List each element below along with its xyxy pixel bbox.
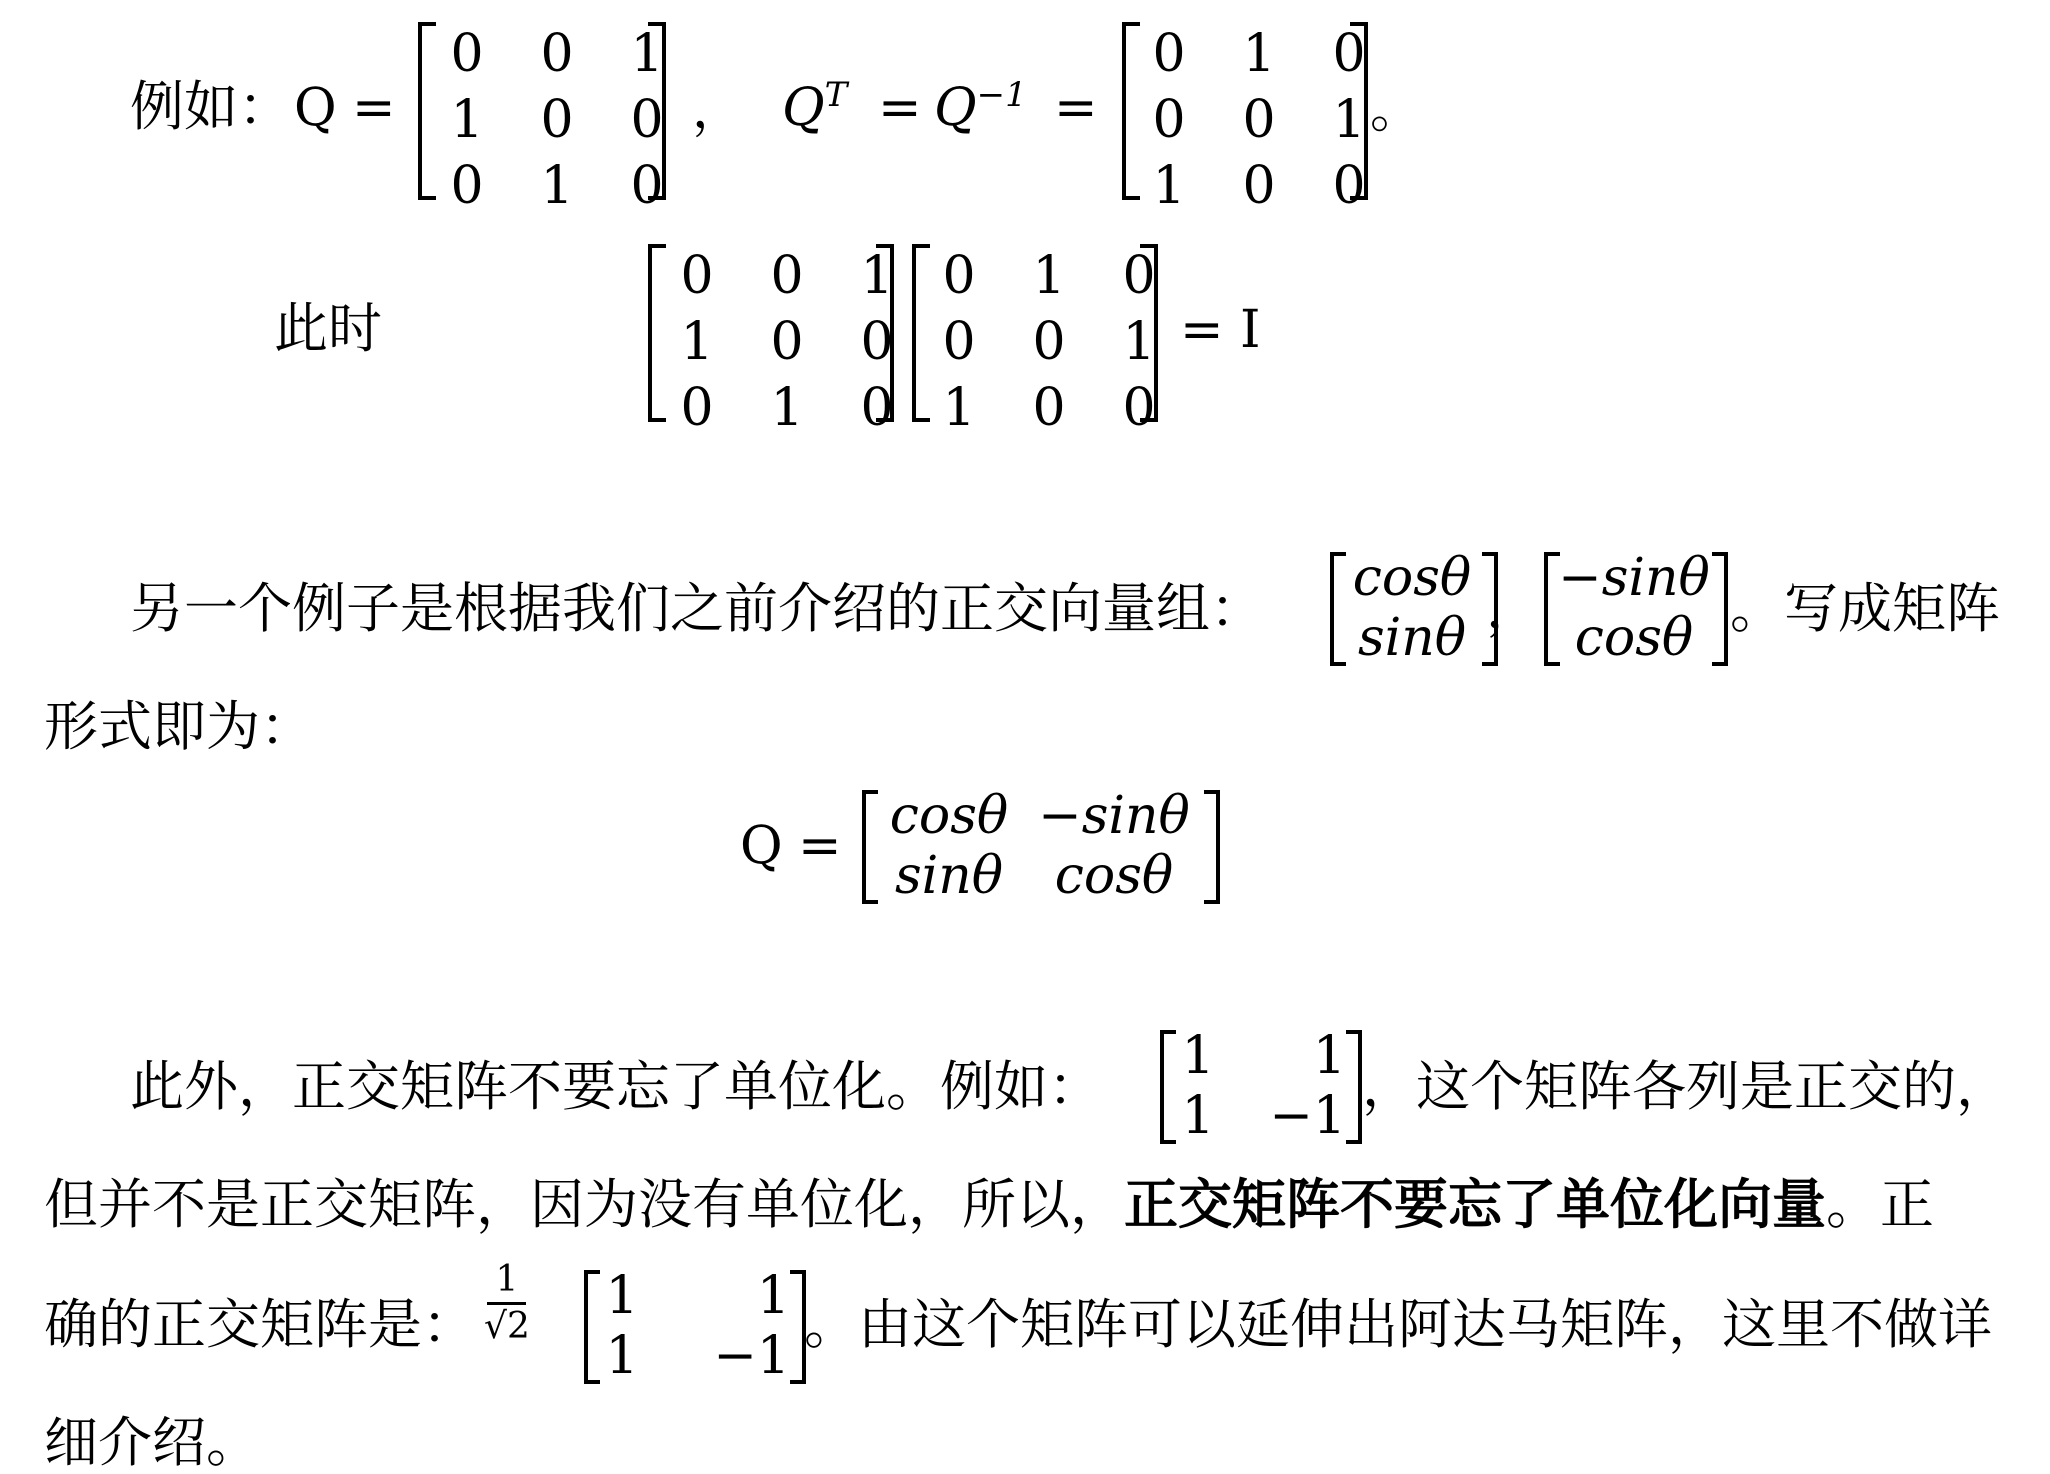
rotation-matrix <box>874 786 1204 906</box>
matrix-cell: 0 <box>1152 90 1186 150</box>
vector-cos-sin <box>1342 548 1482 668</box>
paragraph-text: 细介绍。 <box>44 1411 260 1474</box>
matrix-cell: 0 <box>1332 156 1366 216</box>
matrix-cell: 0 <box>450 156 484 216</box>
matrix-cell: 1 <box>1032 246 1066 306</box>
paragraph-text: 另一个例子是根据我们之前介绍的正交向量组： <box>130 577 1264 640</box>
matrix-cell: 0 <box>1032 378 1066 438</box>
paragraph-text: 。由这个矩阵可以延伸出阿达马矩阵，这里不做详 <box>804 1293 1992 1356</box>
paragraph-text: 形式即为： <box>44 695 314 758</box>
matrix-q-transpose <box>924 246 1174 438</box>
matrix-cell: 0 <box>860 312 894 372</box>
bracket-right <box>1204 790 1220 904</box>
equals-sign: = <box>1180 300 1224 360</box>
matrix-cell: 1 <box>1312 1026 1346 1086</box>
bracket-right <box>1712 552 1728 666</box>
bracket-right <box>1140 244 1158 422</box>
matrix-cell: 0 <box>770 312 804 372</box>
matrix-cell: 0 <box>1242 90 1276 150</box>
bracket-right <box>1346 1030 1362 1144</box>
matrix-cell: 1 <box>1242 24 1276 84</box>
vector-cell: cosθ <box>1352 548 1472 608</box>
equals-sign: = <box>1054 78 1098 138</box>
fraction-one-over-root-two <box>484 1259 530 1347</box>
q-symbol: Q <box>294 78 337 138</box>
matrix-cell: 0 <box>770 246 804 306</box>
paragraph-text: 此外，正交矩阵不要忘了单位化。例如： <box>130 1055 1102 1118</box>
matrix-cell: 1 <box>605 1266 639 1326</box>
bracket-right <box>648 22 666 200</box>
matrix-cell: 1 <box>1181 1026 1215 1086</box>
matrix-cell: 0 <box>630 156 664 216</box>
matrix-cell: 1 <box>1181 1086 1215 1146</box>
matrix-cell: 0 <box>1152 24 1186 84</box>
vector-cell: cosθ <box>1574 608 1694 668</box>
matrix-cell: 1 <box>605 1326 639 1386</box>
matrix-cell: 0 <box>1032 312 1066 372</box>
matrix-q <box>662 246 912 438</box>
matrix-cell: 1 <box>1152 156 1186 216</box>
fraction-numerator: 1 <box>487 1262 526 1305</box>
matrix-cell: 0 <box>1122 378 1156 438</box>
paragraph-text: ，这个矩阵各列是正交的， <box>1362 1055 2010 1118</box>
matrix-cell: 1 <box>1332 90 1366 150</box>
matrix-cell: 0 <box>942 312 976 372</box>
matrix-cell: 0 <box>1122 246 1156 306</box>
matrix-cell: 1 <box>630 24 664 84</box>
bracket-right <box>876 244 894 422</box>
matrix-cell: −1 <box>1269 1086 1346 1146</box>
matrix-cell: cosθ <box>1054 846 1174 906</box>
equals-sign: = <box>798 816 842 876</box>
matrix-cell: 1 <box>450 90 484 150</box>
label-example: 例如： <box>130 75 292 138</box>
transpose-matrix <box>1134 24 1384 216</box>
comma: ， <box>1486 577 1540 640</box>
matrix-cell: 1 <box>540 156 574 216</box>
vector-cell: −sinθ <box>1558 548 1710 608</box>
matrix-cell: 0 <box>942 246 976 306</box>
paragraph-text: 确的正交矩阵是： <box>44 1293 476 1356</box>
identity-symbol: I <box>1240 300 1261 360</box>
matrix-cell: −sinθ <box>1038 786 1190 846</box>
matrix-cell: 1 <box>942 378 976 438</box>
matrix-cell: 0 <box>860 378 894 438</box>
q-inverse: $Q^{-1}$ <box>934 75 1027 138</box>
comma: ， <box>692 80 745 140</box>
vector-cell: sinθ <box>1357 608 1467 668</box>
matrix-cell: cosθ <box>889 786 1009 846</box>
matrix-cell: 1 <box>860 246 894 306</box>
matrix-cell: 0 <box>1242 156 1276 216</box>
fraction-denominator: √2 <box>484 1306 530 1347</box>
permutation-matrix-q <box>432 24 682 216</box>
matrix-cell: 1 <box>756 1266 790 1326</box>
matrix-cell: 0 <box>450 24 484 84</box>
matrix-cell: 0 <box>1332 24 1366 84</box>
bracket-right <box>1350 22 1368 200</box>
q-symbol: Q <box>740 816 783 876</box>
equals-sign: = <box>878 78 922 138</box>
label-at-this-time: 此时 <box>274 297 382 360</box>
unnormalized-matrix <box>1170 1026 1346 1146</box>
paragraph-text: 。写成矩阵 <box>1730 577 2000 640</box>
matrix-cell: sinθ <box>894 846 1004 906</box>
emphasis-text: 正交矩阵不要忘了单位化向量 <box>1124 1173 1826 1236</box>
matrix-cell: 1 <box>680 312 714 372</box>
period: 。 <box>1370 80 1423 140</box>
matrix-cell: −1 <box>713 1326 790 1386</box>
paragraph-text: 但并不是正交矩阵，因为没有单位化，所以，正交矩阵不要忘了单位化向量。正 <box>44 1173 1934 1236</box>
equals-sign: = <box>352 78 396 138</box>
vector-neg-sin-cos <box>1556 548 1712 668</box>
matrix-cell: 0 <box>680 246 714 306</box>
matrix-cell: 1 <box>1122 312 1156 372</box>
matrix-cell: 0 <box>630 90 664 150</box>
matrix-cell: 0 <box>540 90 574 150</box>
normalized-matrix <box>594 1266 790 1386</box>
matrix-cell: 0 <box>680 378 714 438</box>
matrix-cell: 1 <box>770 378 804 438</box>
q-transpose: $Q^T$ <box>782 75 848 138</box>
matrix-cell: 0 <box>540 24 574 84</box>
